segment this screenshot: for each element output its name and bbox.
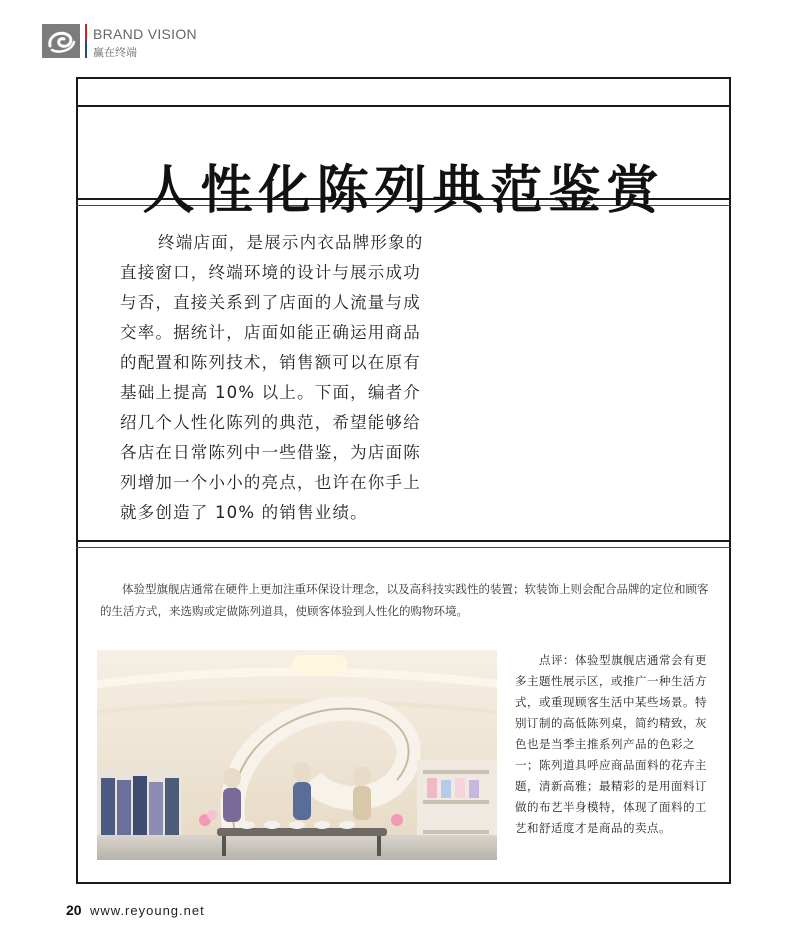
review-comment — [515, 650, 715, 839]
intro-paragraph — [120, 228, 438, 528]
title-top-rule — [76, 105, 731, 107]
intro-text: 终端店面，是展示内衣品牌形象的直接窗口，终端环境的设计与展示成功与否，直接关系到了店面的人流量与成交率。据统计，店面如能正确运用商品的配置和陈列技术，销售额可以在原有基础上提高 10% 以上。下面，编者介绍几个人性化陈列的典范，希望能够给各店在日常陈列中一些借鉴，为店面陈列增加一个小小的亮点，也许在你手上就多创造了 10% 的销售业绩。 — [120, 233, 424, 522]
comment-text: 点评：体验型旗舰店通常会有更多主题性展示区，或推广一种生活方式，或重现顾客生活中某些场景。特别订制的高低陈列桌，简约精致，灰色也是当季主推系列产品的色彩之一；陈列道具呼应商品面料的花卉主题，清新高雅；最精彩的是用面料订做的布艺半身模特，体现了面料的工艺和舒适度才是商品的卖点。 — [515, 653, 707, 835]
brand-title-en: BRAND VISION — [93, 26, 197, 42]
swirl-logo-icon — [42, 24, 80, 58]
article-title: 人性化陈列典范鉴赏 — [142, 160, 665, 221]
brand-divider — [85, 24, 87, 58]
caption-text: 体验型旗舰店通常在硬件上更加注重环保设计理念，以及高科技实践性的装置；软装饰上则会配合品牌的定位和顾客的生活方式，来选购或定做陈列道具，使顾客体验到人性化的购物环境。 — [100, 582, 709, 618]
brand-logo — [42, 24, 80, 58]
brand-title-cn: 赢在终端 — [93, 46, 137, 59]
intro-bottom-rule — [76, 540, 731, 542]
intro-bottom-rule-thin — [76, 547, 731, 548]
photo-caption — [100, 578, 715, 622]
page-number: 20 — [66, 902, 82, 918]
website-url: www.reyoung.net — [90, 903, 205, 918]
store-interior-photo — [97, 650, 497, 860]
